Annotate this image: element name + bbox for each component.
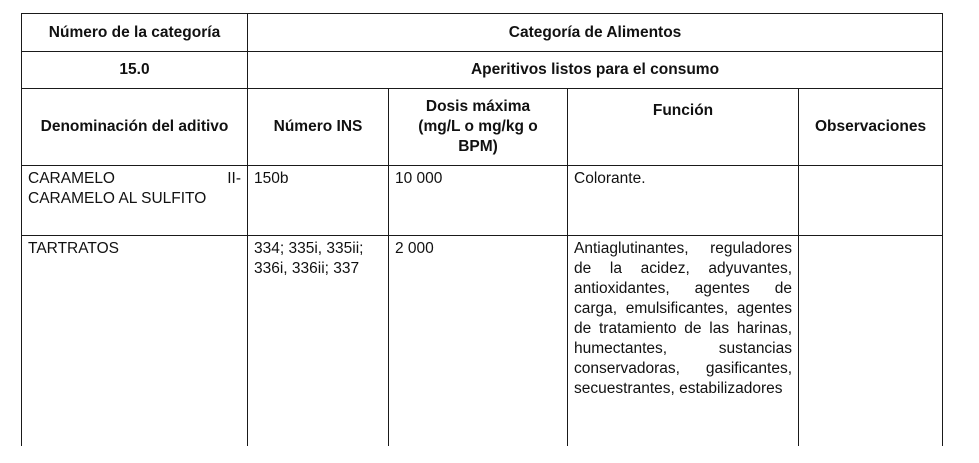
dosis-header-line2: (mg/L o mg/kg o [418,118,538,135]
food-additive-table [21,13,943,446]
dosis-header-line3: BPM) [458,138,498,155]
observations-cell [799,236,943,447]
additive-name-cell: TARTRATOS [22,236,248,447]
category-header-row [22,14,943,52]
category-value-row [22,52,943,89]
category-number: 15.0 [22,52,248,89]
table-row [22,236,943,447]
function-cell: Antiaglutinantes, reguladores de la acidez, adyuvantes, antioxidantes, agentes de carga, emulsificantes, agentes de tratamiento de las harinas, humectantes, sustancias conservadoras, gasificantes, secuestrantes, estabilizadores [568,236,799,447]
column-header-denominacion: Denominación del aditivo [22,89,248,166]
ins-number-cell: 150b [248,166,389,236]
column-header-funcion: Función [568,89,799,166]
column-header-dosis [389,89,568,166]
additive-name-cell [22,166,248,236]
additive-name-part1: CARAMELO [28,170,115,187]
function-cell: Colorante. [568,166,799,236]
dosis-header-line1: Dosis máxima [425,98,531,115]
table-row [22,166,943,236]
food-category-label: Categoría de Alimentos [248,14,943,52]
observations-cell [799,166,943,236]
column-header-ins: Número INS [248,89,389,166]
column-header-observaciones: Observaciones [799,89,943,166]
column-header-row [22,89,943,166]
category-number-label: Número de la categoría [22,14,248,52]
additive-name-part2: II- [227,170,241,187]
additive-name-rest: CARAMELO AL SULFITO [28,190,207,207]
ins-number-cell: 334; 335i, 335ii; 336i, 336ii; 337 [248,236,389,447]
max-dose-cell: 10 000 [389,166,568,236]
category-name: Aperitivos listos para el consumo [248,52,943,89]
max-dose-cell: 2 000 [389,236,568,447]
